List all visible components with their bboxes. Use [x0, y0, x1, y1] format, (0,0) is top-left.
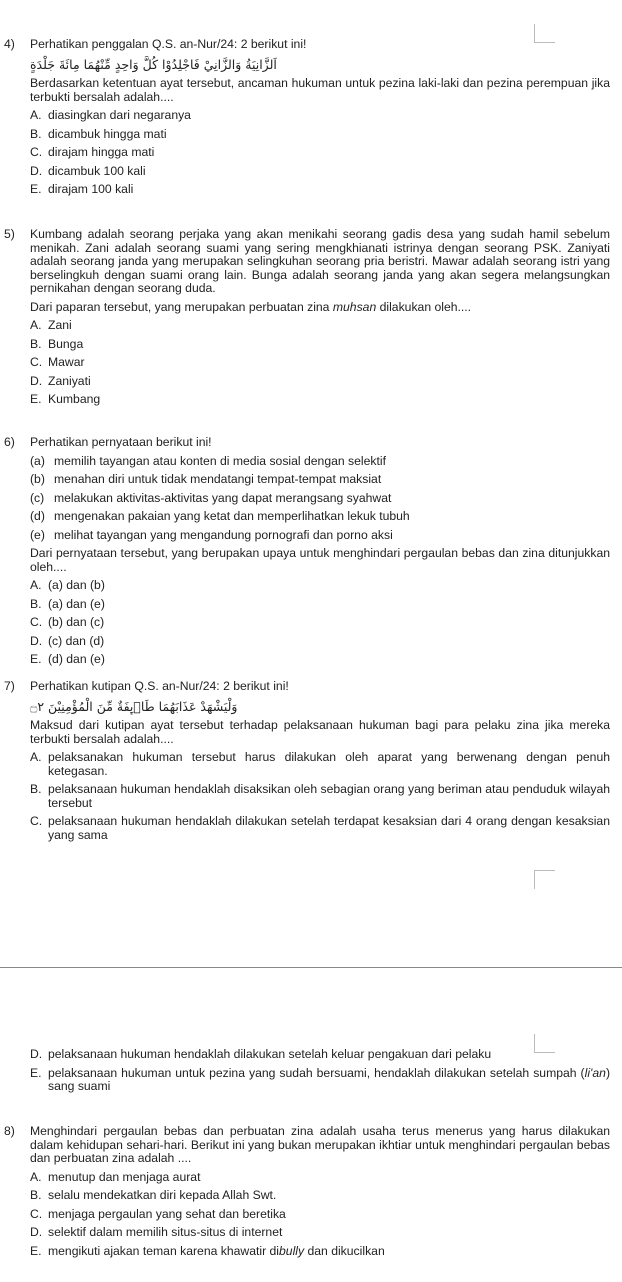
question-text: Maksud dari kutipan ayat tersebut terhadap pelaksanaan hukuman bagi para pelaku zina jika mereka terbukti bersalah adalah....	[30, 718, 610, 746]
option-b[interactable]: B. pelaksanaan hukuman hendaklah disaksikan oleh sebagian orang yang beriman atau penduduk wilayah tersebut	[30, 782, 610, 810]
question-6	[4, 436, 610, 667]
option-e[interactable]: E. Kumbang	[30, 392, 101, 406]
question-prompt: Perhatikan penggalan Q.S. an-Nur/24: 2 berikut ini!	[30, 37, 307, 51]
option-a[interactable]: A. menutup dan menjaga aurat	[30, 1169, 201, 1184]
question-number: 6)	[4, 435, 15, 449]
option-c[interactable]: C. (b) dan (c)	[30, 615, 105, 629]
question-number: 8)	[4, 1124, 15, 1138]
question-prompt: Perhatikan kutipan Q.S. an-Nur/24: 2 berikut ini!	[30, 679, 289, 693]
option-a[interactable]: A. (a) dan (b)	[30, 578, 105, 592]
page-divider	[0, 967, 622, 968]
quran-verse: وَلْيَشْهَدْ عَذَابَهُمَا طَاۤىِٕفَةٌ مِّنَ الْمُؤْمِنِيْنَ ۝٢	[30, 698, 238, 714]
question-4	[4, 38, 610, 197]
option-e[interactable]: E. pelaksanaan hukuman untuk pezina yang sudah bersuami, hendaklah dilakukan setelah sumpah (li'an) sang suami	[30, 1065, 610, 1093]
option-c[interactable]: C. dirajam hingga mati	[30, 145, 155, 159]
option-a[interactable]: A. diasingkan dari negaranya	[30, 108, 191, 122]
question-number: 5)	[4, 227, 15, 241]
statement-e: (e) melihat tayangan yang mengandung pornografi dan porno aksi	[30, 527, 393, 542]
option-d[interactable]: D. selektif dalam memilih situs-situs di internet	[30, 1225, 283, 1239]
quran-verse: اَلزَّانِيَةُ وَالزَّانِيْ فَاجْلِدُوْا كُلَّ وَاحِدٍ مِّنْهُمَا مِائَةَ جَلْدَةٍ	[30, 56, 277, 72]
option-b[interactable]: B. (a) dan (e)	[30, 596, 105, 611]
option-d[interactable]: D. dicambuk 100 kali	[30, 163, 146, 178]
question-text: Dari pernyataan tersebut, yang berupakan upaya untuk menghindari pergaulan bebas dan zina ditunjukkan oleh....	[30, 546, 610, 574]
option-a[interactable]: A. pelaksanakan hukuman tersebut harus dilakukan oleh aparat yang berwenang dengan penuh ketegasan.	[30, 750, 610, 778]
option-d[interactable]: D. (c) dan (d)	[30, 633, 105, 648]
option-d[interactable]: D. Zaniyati	[30, 373, 91, 388]
question-text: Berdasarkan ketentuan ayat tersebut, ancaman hukuman untuk pezina laki-laki dan pezina perempuan jika terbukti bersalah adalah....	[30, 76, 610, 104]
statement-d: (d) mengenakan pakaian yang ketat dan memperlihatkan lekuk tubuh	[30, 509, 410, 523]
option-c[interactable]: C. Mawar	[30, 355, 85, 369]
option-e[interactable]: E. (d) dan (e)	[30, 652, 105, 666]
statement-c: (c) melakukan aktivitas-aktivitas yang dapat merangsang syahwat	[30, 490, 392, 505]
option-e[interactable]: E. mengikuti ajakan teman karena khawatir dibully dan dikucilkan	[30, 1243, 385, 1258]
question-text: Dari paparan tersebut, yang merupakan perbuatan zina muhsan dilakukan oleh....	[30, 299, 472, 314]
option-b[interactable]: B. Bunga	[30, 336, 84, 351]
statement-a: (a) memilih tayangan atau konten di media sosial dengan selektif	[30, 453, 386, 468]
question-number: 7)	[4, 679, 15, 693]
option-a[interactable]: A. Zani	[30, 318, 72, 332]
question-prompt: Kumbang adalah seorang perjaka yang akan menikahi seorang gadis desa yang sudah hamil sebelum menikah. Zani adalah seorang suami yang sering mengkhianati istrinya dengan seorang PSK. Zaniyati adalah seorang janda yang merupakan selingkuhan seorang pria beristri. Mawar adalah seorang istri yang berselingkuh dengan suami orang lain. Bunga adalah seorang janda yang akan segera melangsungkan pernikahan dengan seorang duda.	[30, 227, 610, 295]
question-number: 4)	[4, 37, 15, 51]
question-prompt: Menghindari pergaulan bebas dan perbuatan zina adalah usaha terus menerus yang harus dilakukan dalam kehidupan sehari-hari. Berikut ini yang bukan merupakan ikhtiar untuk menghindari pergaulan bebas dan perbuatan zina adalah ....	[30, 1124, 610, 1165]
question-5	[4, 228, 610, 407]
option-c[interactable]: C. menjaga pergaulan yang sehat dan beretika	[30, 1206, 286, 1221]
question-prompt: Perhatikan pernyataan berikut ini!	[30, 435, 212, 449]
question-7	[4, 680, 610, 842]
question-7-continued	[4, 1048, 610, 1094]
option-b[interactable]: B. dicambuk hingga mati	[30, 126, 167, 141]
option-c[interactable]: C. pelaksanaan hukuman hendaklah dilakukan setelah terdapat kesaksian dari 4 orang dengan kesaksian yang sama	[30, 814, 610, 842]
option-b[interactable]: B. selalu mendekatkan diri kepada Allah Swt.	[30, 1188, 277, 1202]
option-e[interactable]: E. dirajam 100 kali	[30, 182, 134, 196]
option-d[interactable]: D. pelaksanaan hukuman hendaklah dilakukan setelah keluar pengakuan dari pelaku	[30, 1047, 492, 1061]
statement-b: (b) menahan diri untuk tidak mendatangi tempat-tempat maksiat	[30, 472, 382, 486]
page-corner-mark	[534, 870, 555, 889]
question-8	[4, 1125, 610, 1258]
